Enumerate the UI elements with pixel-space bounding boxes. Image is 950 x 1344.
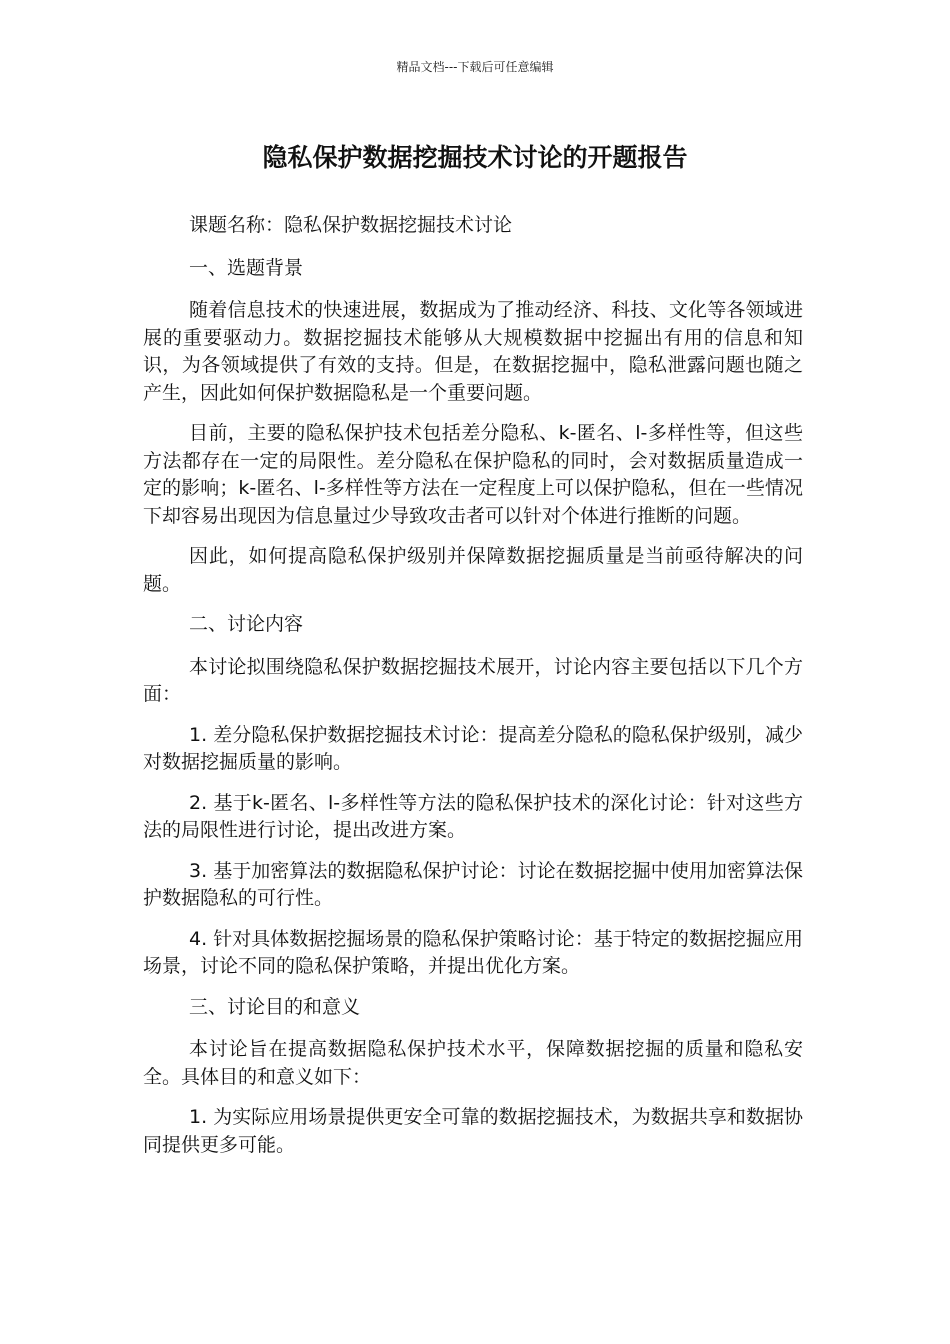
content-item-2: 2. 基于k-匿名、l-多样性等方法的隐私保护技术的深化讨论：针对这些方法的局限性进行讨论，提出改进方案。 (143, 791, 803, 841)
content-item-4: 4. 针对具体数据挖掘场景的隐私保护策略讨论：基于特定的数据挖掘应用场景，讨论不同的隐私保护策略，并提出优化方案。 (143, 927, 803, 977)
page-header: 精品文档---下载后可任意编辑 (396, 60, 554, 74)
purpose-item-1: 1. 为实际应用场景提供更安全可靠的数据挖掘技术，为数据共享和数据协同提供更多可能。 (143, 1106, 803, 1156)
topic-line: 课题名称：隐私保护数据挖掘技术讨论 (189, 214, 513, 236)
document-title: 隐私保护数据挖掘技术讨论的开题报告 (262, 143, 688, 172)
section-heading-purpose: 三、讨论目的和意义 (189, 995, 361, 1018)
background-paragraph-2: 目前，主要的隐私保护技术包括差分隐私、k-匿名、l-多样性等，但这些方法都存在一定的局限性。差分隐私在保护隐私的同时，会对数据质量造成一定的影响；k-匿名、l-多样性等方法在一定程度上可以保护隐私，但在一些情况下却容易出现因为信息量过少导致攻击者可以针对个体进行推断的问题。 (143, 422, 803, 527)
document-body (143, 212, 803, 1172)
purpose-intro-paragraph: 本讨论旨在提高数据隐私保护技术水平，保障数据挖掘的质量和隐私安全。具体目的和意义如下： (143, 1038, 803, 1088)
background-paragraph-3: 因此，如何提高隐私保护级别并保障数据挖掘质量是当前亟待解决的问题。 (143, 545, 803, 595)
section-heading-content: 二、讨论内容 (189, 613, 304, 635)
section-heading-background: 一、选题背景 (189, 256, 304, 279)
content-item-1: 1. 差分隐私保护数据挖掘技术讨论：提高差分隐私的隐私保护级别，减少对数据挖掘质量的影响。 (143, 723, 803, 773)
content-item-3: 3. 基于加密算法的数据隐私保护讨论：讨论在数据挖掘中使用加密算法保护数据隐私的可行性。 (143, 859, 803, 909)
background-paragraph-1: 随着信息技术的快速进展，数据成为了推动经济、科技、文化等各领域进展的重要驱动力。数据挖掘技术能够从大规模数据中挖掘出有用的信息和知识，为各领域提供了有效的支持。但是，在数据挖掘中，隐私泄露问题也随之产生，因此如何保护数据隐私是一个重要问题。 (143, 299, 803, 404)
content-intro-paragraph: 本讨论拟围绕隐私保护数据挖掘技术展开，讨论内容主要包括以下几个方面： (143, 655, 803, 705)
